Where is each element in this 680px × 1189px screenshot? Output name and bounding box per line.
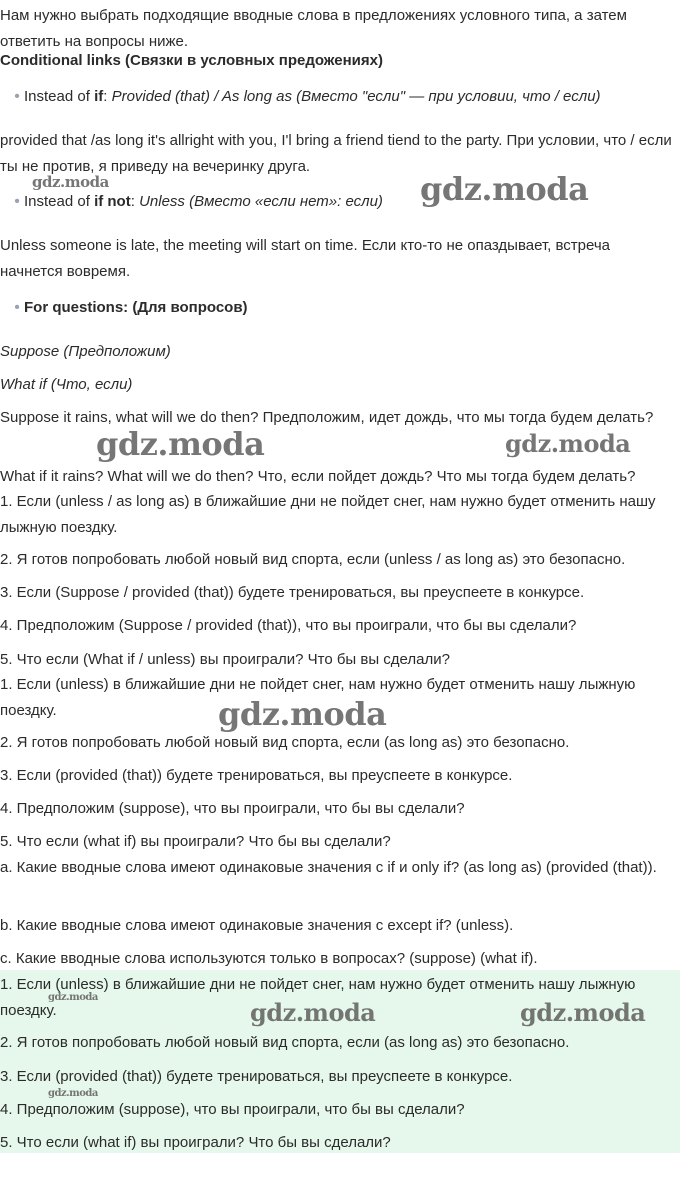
example-provided-that: provided that /as long it's allright with you, I'l bring a friend tiend to the party. При условии, что / если ты не против, я приведу на вечеринку друга. (0, 132, 672, 175)
example-unless: Unless someone is late, the meeting will start on time. Если кто-то не опаздывает, встреча начнется вовремя. (0, 237, 610, 280)
example-whatif: What if it rains? What will we do then? Что, если пойдет дождь? Что мы тогда будем делать? (0, 468, 636, 485)
task-item: 1. Если (unless / as long as) в ближайшие дни не пойдет снег, нам нужно будет отменить нашу лыжную поездку. (0, 493, 656, 536)
final-answer-item: 5. Что если (what if) вы проиграли? Что бы вы сделали? (0, 1134, 391, 1151)
whatif-label: What if (Что, если) (0, 376, 133, 393)
watermark-logo: gdz.moda (32, 173, 109, 191)
final-answer-item: 4. Предположим (suppose), что вы проиграли, что бы вы сделали? (0, 1101, 465, 1118)
intro-text: Нам нужно выбрать подходящие вводные слова в предложениях условного типа, а затем ответить на вопросы ниже. (0, 7, 627, 50)
answer-item: 1. Если (unless) в ближайшие дни не пойдет снег, нам нужно будет отменить нашу лыжную поездку. (0, 676, 636, 719)
bullet-instead-of-if: Instead of if: Provided (that) / As long as (Вместо "если" — при условии, что / если) (24, 88, 601, 105)
bullet-dot: • (14, 88, 20, 105)
suppose-label: Suppose (Предположим) (0, 343, 171, 360)
final-answer-item: 2. Я готов попробовать любой новый вид спорта, если (as long as) это безопасно. (0, 1034, 570, 1051)
bullet-for-questions: For questions: (Для вопросов) (24, 299, 248, 316)
bullet-dot: • (14, 299, 20, 316)
watermark-logo: gdz.moda (218, 695, 387, 733)
task-item: 5. Что если (What if / unless) вы проиграли? Что бы вы сделали? (0, 651, 450, 668)
task-item: 4. Предположим (Suppose / provided (that)), что вы проиграли, что бы вы сделали? (0, 617, 577, 634)
watermark-logo: gdz.moda (96, 425, 265, 463)
question-item: c. Какие вводные слова используются только в вопросах? (suppose) (what if). (0, 950, 538, 967)
watermark-logo: gdz.moda (520, 998, 646, 1027)
answer-item: 5. Что если (what if) вы проиграли? Что бы вы сделали? (0, 833, 391, 850)
answer-item: 4. Предположим (suppose), что вы проиграли, что бы вы сделали? (0, 800, 465, 817)
final-answer-item: 3. Если (provided (that)) будете тренироваться, вы преуспеете в конкурсе. (0, 1068, 513, 1085)
watermark-logo: gdz.moda (250, 998, 376, 1027)
task-item: 2. Я готов попробовать любой новый вид спорта, если (unless / as long as) это безопасно. (0, 551, 626, 568)
watermark-logo: gdz.moda (48, 992, 98, 1003)
bullet-dot: • (14, 193, 20, 210)
example-suppose: Suppose it rains, what will we do then? Предположим, идет дождь, что мы тогда будем делать? (0, 409, 654, 426)
question-item: a. Какие вводные слова имеют одинаковые значения с if и only if? (as long as) (provided (that)). (0, 859, 657, 876)
question-item: b. Какие вводные слова имеют одинаковые значения с except if? (unless). (0, 917, 514, 934)
bullet-instead-of-if-not: Instead of if not: Unless (Вместо «если нет»: если) (24, 193, 383, 210)
section-heading: Conditional links (Связки в условных предожениях) (0, 52, 383, 69)
watermark-logo: gdz.moda (48, 1088, 98, 1099)
watermark-logo: gdz.moda (420, 170, 589, 208)
answer-item: 3. Если (provided (that)) будете тренироваться, вы преуспеете в конкурсе. (0, 767, 513, 784)
task-item: 3. Если (Suppose / provided (that)) будете тренироваться, вы преуспеете в конкурсе. (0, 584, 585, 601)
watermark-logo: gdz.moda (505, 429, 631, 458)
answer-item: 2. Я готов попробовать любой новый вид спорта, если (as long as) это безопасно. (0, 734, 570, 751)
final-answer-item: 1. Если (unless) в ближайшие дни не пойдет снег, нам нужно будет отменить нашу лыжную поездку. (0, 976, 636, 1019)
